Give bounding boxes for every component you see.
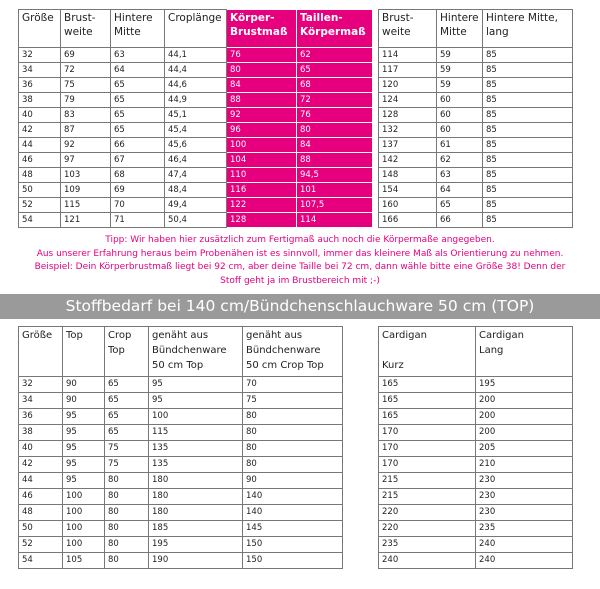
cell: 50,4 bbox=[165, 213, 227, 228]
cell: 205 bbox=[476, 441, 573, 457]
table-row bbox=[379, 473, 573, 489]
cell: 114 bbox=[297, 213, 373, 228]
cell: 101 bbox=[297, 183, 373, 198]
cell: 75 bbox=[105, 441, 149, 457]
cell: 59 bbox=[437, 48, 483, 63]
cell: 85 bbox=[483, 153, 573, 168]
cell: 100 bbox=[63, 521, 105, 537]
cell: 115 bbox=[61, 198, 111, 213]
header-top: Top bbox=[63, 327, 105, 377]
cell: 68 bbox=[111, 168, 165, 183]
cell: 180 bbox=[149, 489, 243, 505]
table-row bbox=[379, 198, 573, 213]
cell: 122 bbox=[227, 198, 297, 213]
table-row bbox=[19, 393, 343, 409]
cell: 235 bbox=[379, 537, 476, 553]
cell: 85 bbox=[483, 123, 573, 138]
cell: 90 bbox=[63, 377, 105, 393]
cell: 61 bbox=[437, 138, 483, 153]
cell: 44 bbox=[19, 138, 61, 153]
table-row bbox=[19, 377, 343, 393]
cell: 150 bbox=[243, 537, 343, 553]
header-groesse: Größe bbox=[19, 327, 63, 377]
cell: 63 bbox=[111, 48, 165, 63]
cell: 200 bbox=[476, 393, 573, 409]
cell: 32 bbox=[19, 377, 63, 393]
cell: 180 bbox=[149, 473, 243, 489]
cell: 80 bbox=[227, 63, 297, 78]
cell: 54 bbox=[19, 213, 61, 228]
cell: 135 bbox=[149, 441, 243, 457]
cell: 160 bbox=[379, 198, 437, 213]
cell: 34 bbox=[19, 63, 61, 78]
header-brustweite: Brust- weite bbox=[61, 10, 111, 48]
cell: 121 bbox=[61, 213, 111, 228]
cell: 85 bbox=[483, 48, 573, 63]
table-row bbox=[379, 393, 573, 409]
cell: 92 bbox=[227, 108, 297, 123]
cell: 132 bbox=[379, 123, 437, 138]
cell: 110 bbox=[227, 168, 297, 183]
header-groesse: Größe bbox=[19, 10, 61, 48]
cell: 80 bbox=[105, 489, 149, 505]
tip-text bbox=[0, 234, 600, 288]
cell: 72 bbox=[297, 93, 373, 108]
cell: 185 bbox=[149, 521, 243, 537]
size-table bbox=[18, 9, 373, 228]
cell: 38 bbox=[19, 425, 63, 441]
table-row bbox=[379, 377, 573, 393]
fabric-banner: Stoffbedarf bei 140 cm/Bündchenschlauchware 50 cm (TOP) bbox=[0, 294, 600, 319]
cell: 44,1 bbox=[165, 48, 227, 63]
cell: 145 bbox=[243, 521, 343, 537]
cell: 116 bbox=[227, 183, 297, 198]
cell: 120 bbox=[379, 78, 437, 93]
cell: 85 bbox=[483, 78, 573, 93]
table-row bbox=[379, 441, 573, 457]
fabric-table bbox=[18, 326, 343, 569]
cell: 165 bbox=[379, 393, 476, 409]
cell: 80 bbox=[105, 473, 149, 489]
cell: 65 bbox=[111, 108, 165, 123]
tip-line: Stoff geht ja im Brustbereich mit ;-) bbox=[220, 275, 380, 286]
cell: 69 bbox=[61, 48, 111, 63]
cell: 85 bbox=[483, 168, 573, 183]
table-row bbox=[19, 63, 373, 78]
cell: 40 bbox=[19, 441, 63, 457]
cell: 95 bbox=[63, 425, 105, 441]
cell: 148 bbox=[379, 168, 437, 183]
header-hintere-mitte-lang: Hintere Mitte, lang bbox=[483, 10, 573, 48]
cell: 80 bbox=[243, 457, 343, 473]
cell: 104 bbox=[227, 153, 297, 168]
table-row bbox=[379, 183, 573, 198]
cell: 40 bbox=[19, 108, 61, 123]
cell: 59 bbox=[437, 63, 483, 78]
cell: 95 bbox=[63, 457, 105, 473]
cell: 66 bbox=[111, 138, 165, 153]
cell: 235 bbox=[476, 521, 573, 537]
cell: 50 bbox=[19, 521, 63, 537]
cell: 95 bbox=[63, 473, 105, 489]
size-table-right bbox=[378, 9, 573, 228]
cell: 70 bbox=[111, 198, 165, 213]
cell: 83 bbox=[61, 108, 111, 123]
table-row bbox=[379, 457, 573, 473]
cell: 88 bbox=[227, 93, 297, 108]
table-row bbox=[379, 521, 573, 537]
cell: 220 bbox=[379, 505, 476, 521]
cell: 72 bbox=[61, 63, 111, 78]
header-croplaenge: Croplänge bbox=[165, 10, 227, 48]
cell: 90 bbox=[243, 473, 343, 489]
cell: 215 bbox=[379, 473, 476, 489]
cell: 67 bbox=[111, 153, 165, 168]
table-row bbox=[19, 108, 373, 123]
cell: 54 bbox=[19, 553, 63, 569]
cell: 210 bbox=[476, 457, 573, 473]
cell: 65 bbox=[111, 123, 165, 138]
cell: 165 bbox=[379, 377, 476, 393]
cell: 85 bbox=[483, 138, 573, 153]
cell: 87 bbox=[61, 123, 111, 138]
table-row bbox=[19, 93, 373, 108]
cell: 96 bbox=[227, 123, 297, 138]
cell: 195 bbox=[149, 537, 243, 553]
table-row bbox=[19, 168, 373, 183]
cell: 105 bbox=[63, 553, 105, 569]
cell: 80 bbox=[297, 123, 373, 138]
table-row bbox=[379, 553, 573, 569]
cell: 65 bbox=[111, 93, 165, 108]
cell: 154 bbox=[379, 183, 437, 198]
cell: 65 bbox=[297, 63, 373, 78]
table-row bbox=[19, 521, 343, 537]
cell: 100 bbox=[63, 505, 105, 521]
table-row bbox=[19, 123, 373, 138]
cell: 109 bbox=[61, 183, 111, 198]
table-row bbox=[379, 425, 573, 441]
cell: 65 bbox=[105, 409, 149, 425]
table-row bbox=[379, 213, 573, 228]
cell: 85 bbox=[483, 63, 573, 78]
table-row bbox=[19, 553, 343, 569]
cell: 215 bbox=[379, 489, 476, 505]
cell: 103 bbox=[61, 168, 111, 183]
table-row bbox=[19, 213, 373, 228]
table-row bbox=[19, 183, 373, 198]
table-row bbox=[19, 441, 343, 457]
cell: 100 bbox=[63, 489, 105, 505]
cell: 45,1 bbox=[165, 108, 227, 123]
table-row bbox=[19, 153, 373, 168]
cell: 60 bbox=[437, 93, 483, 108]
cell: 75 bbox=[105, 457, 149, 473]
cell: 70 bbox=[243, 377, 343, 393]
cell: 180 bbox=[149, 505, 243, 521]
cell: 44,4 bbox=[165, 63, 227, 78]
header-cardigan-lang: Cardigan Lang bbox=[476, 327, 573, 377]
cell: 42 bbox=[19, 457, 63, 473]
cell: 170 bbox=[379, 425, 476, 441]
header-koerper-brustmass: Körper- Brustmaß bbox=[227, 10, 297, 48]
cell: 195 bbox=[476, 377, 573, 393]
cell: 32 bbox=[19, 48, 61, 63]
table-row bbox=[379, 78, 573, 93]
cell: 65 bbox=[437, 198, 483, 213]
tip-line: Aus unserer Erfahrung heraus beim Probenähen ist es sinnvoll, immer das kleinere Maß als Orientierung zu nehmen. bbox=[36, 248, 564, 259]
header-hintere-mitte: Hintere Mitte bbox=[437, 10, 483, 48]
table-row bbox=[379, 505, 573, 521]
cell: 140 bbox=[243, 489, 343, 505]
cell: 84 bbox=[297, 138, 373, 153]
cell: 100 bbox=[227, 138, 297, 153]
cell: 47,4 bbox=[165, 168, 227, 183]
tip-line: Beispiel: Dein Körperbrustmaß liegt bei 92 cm, aber deine Taille bei 72 cm, dann wähle bitte eine Größe 38! Denn der bbox=[34, 262, 566, 272]
table-row bbox=[379, 489, 573, 505]
cell: 117 bbox=[379, 63, 437, 78]
table-row bbox=[19, 78, 373, 93]
cell: 240 bbox=[476, 553, 573, 569]
cell: 85 bbox=[483, 213, 573, 228]
cell: 97 bbox=[61, 153, 111, 168]
table-row bbox=[379, 108, 573, 123]
table-row bbox=[379, 409, 573, 425]
table-row bbox=[19, 473, 343, 489]
cell: 100 bbox=[149, 409, 243, 425]
cell: 80 bbox=[105, 553, 149, 569]
cell: 220 bbox=[379, 521, 476, 537]
cell: 85 bbox=[483, 183, 573, 198]
cell: 44,9 bbox=[165, 93, 227, 108]
cell: 75 bbox=[243, 393, 343, 409]
cell: 36 bbox=[19, 409, 63, 425]
table-row bbox=[19, 505, 343, 521]
cell: 240 bbox=[379, 553, 476, 569]
cell: 64 bbox=[437, 183, 483, 198]
table-row bbox=[379, 138, 573, 153]
cell: 62 bbox=[437, 153, 483, 168]
cell: 85 bbox=[483, 108, 573, 123]
cell: 170 bbox=[379, 457, 476, 473]
cell: 64 bbox=[111, 63, 165, 78]
cell: 52 bbox=[19, 198, 61, 213]
cell: 42 bbox=[19, 123, 61, 138]
cell: 80 bbox=[243, 425, 343, 441]
table-row bbox=[19, 48, 373, 63]
cell: 65 bbox=[105, 377, 149, 393]
cell: 45,6 bbox=[165, 138, 227, 153]
cell: 94,5 bbox=[297, 168, 373, 183]
cell: 71 bbox=[111, 213, 165, 228]
cell: 107,5 bbox=[297, 198, 373, 213]
cell: 65 bbox=[111, 78, 165, 93]
table-row bbox=[379, 93, 573, 108]
cell: 48 bbox=[19, 505, 63, 521]
cell: 200 bbox=[476, 409, 573, 425]
table-row bbox=[379, 168, 573, 183]
cell: 44 bbox=[19, 473, 63, 489]
cell: 50 bbox=[19, 183, 61, 198]
header-bündchen-top: genäht aus Bündchenware 50 cm Top bbox=[149, 327, 243, 377]
cell: 69 bbox=[111, 183, 165, 198]
table-row bbox=[379, 63, 573, 78]
cell: 76 bbox=[297, 108, 373, 123]
table-row bbox=[19, 138, 373, 153]
cell: 90 bbox=[63, 393, 105, 409]
cell: 65 bbox=[105, 393, 149, 409]
cell: 36 bbox=[19, 78, 61, 93]
cell: 115 bbox=[149, 425, 243, 441]
cell: 240 bbox=[476, 537, 573, 553]
cell: 84 bbox=[227, 78, 297, 93]
cell: 230 bbox=[476, 489, 573, 505]
cell: 62 bbox=[297, 48, 373, 63]
cell: 170 bbox=[379, 441, 476, 457]
cell: 92 bbox=[61, 138, 111, 153]
cell: 68 bbox=[297, 78, 373, 93]
table-row bbox=[379, 537, 573, 553]
cell: 230 bbox=[476, 505, 573, 521]
cell: 80 bbox=[105, 505, 149, 521]
cell: 88 bbox=[297, 153, 373, 168]
cell: 150 bbox=[243, 553, 343, 569]
table-row bbox=[379, 123, 573, 138]
cell: 95 bbox=[149, 377, 243, 393]
cell: 128 bbox=[227, 213, 297, 228]
cell: 124 bbox=[379, 93, 437, 108]
cell: 200 bbox=[476, 425, 573, 441]
table-row bbox=[19, 425, 343, 441]
cell: 79 bbox=[61, 93, 111, 108]
header-taillen-koerpermass: Taillen- Körpermaß bbox=[297, 10, 373, 48]
cell: 65 bbox=[105, 425, 149, 441]
cell: 140 bbox=[243, 505, 343, 521]
cell: 80 bbox=[105, 521, 149, 537]
table-row bbox=[19, 457, 343, 473]
cell: 114 bbox=[379, 48, 437, 63]
cell: 85 bbox=[483, 198, 573, 213]
cell: 45,4 bbox=[165, 123, 227, 138]
header-hintere-mitte: Hintere Mitte bbox=[111, 10, 165, 48]
cardigan-table bbox=[378, 326, 573, 569]
cell: 46 bbox=[19, 153, 61, 168]
cell: 38 bbox=[19, 93, 61, 108]
cell: 80 bbox=[105, 537, 149, 553]
cell: 80 bbox=[243, 441, 343, 457]
cell: 85 bbox=[483, 93, 573, 108]
cell: 137 bbox=[379, 138, 437, 153]
cell: 166 bbox=[379, 213, 437, 228]
cell: 52 bbox=[19, 537, 63, 553]
cell: 60 bbox=[437, 123, 483, 138]
table-row bbox=[19, 409, 343, 425]
cell: 34 bbox=[19, 393, 63, 409]
table-row bbox=[19, 537, 343, 553]
cell: 48 bbox=[19, 168, 61, 183]
cell: 60 bbox=[437, 108, 483, 123]
cell: 95 bbox=[149, 393, 243, 409]
header-bündchen-crop-top: genäht aus Bündchenware 50 cm Crop Top bbox=[243, 327, 343, 377]
cell: 46 bbox=[19, 489, 63, 505]
cell: 165 bbox=[379, 409, 476, 425]
cell: 95 bbox=[63, 441, 105, 457]
cell: 48,4 bbox=[165, 183, 227, 198]
cell: 76 bbox=[227, 48, 297, 63]
cell: 63 bbox=[437, 168, 483, 183]
tip-line: Tipp: Wir haben hier zusätzlich zum Fertigmaß auch noch die Körpermaße angegeben. bbox=[105, 235, 495, 245]
cell: 230 bbox=[476, 473, 573, 489]
cell: 100 bbox=[63, 537, 105, 553]
cell: 44,6 bbox=[165, 78, 227, 93]
table-row bbox=[379, 153, 573, 168]
cell: 142 bbox=[379, 153, 437, 168]
table-row bbox=[19, 198, 373, 213]
header-cardigan-kurz: Cardigan Kurz bbox=[379, 327, 476, 377]
cell: 46,4 bbox=[165, 153, 227, 168]
cell: 95 bbox=[63, 409, 105, 425]
cell: 135 bbox=[149, 457, 243, 473]
cell: 49,4 bbox=[165, 198, 227, 213]
cell: 66 bbox=[437, 213, 483, 228]
table-row bbox=[19, 489, 343, 505]
table-row bbox=[379, 48, 573, 63]
cell: 80 bbox=[243, 409, 343, 425]
cell: 75 bbox=[61, 78, 111, 93]
cell: 128 bbox=[379, 108, 437, 123]
header-crop-top: Crop Top bbox=[105, 327, 149, 377]
cell: 59 bbox=[437, 78, 483, 93]
cell: 190 bbox=[149, 553, 243, 569]
header-brustweite: Brust- weite bbox=[379, 10, 437, 48]
